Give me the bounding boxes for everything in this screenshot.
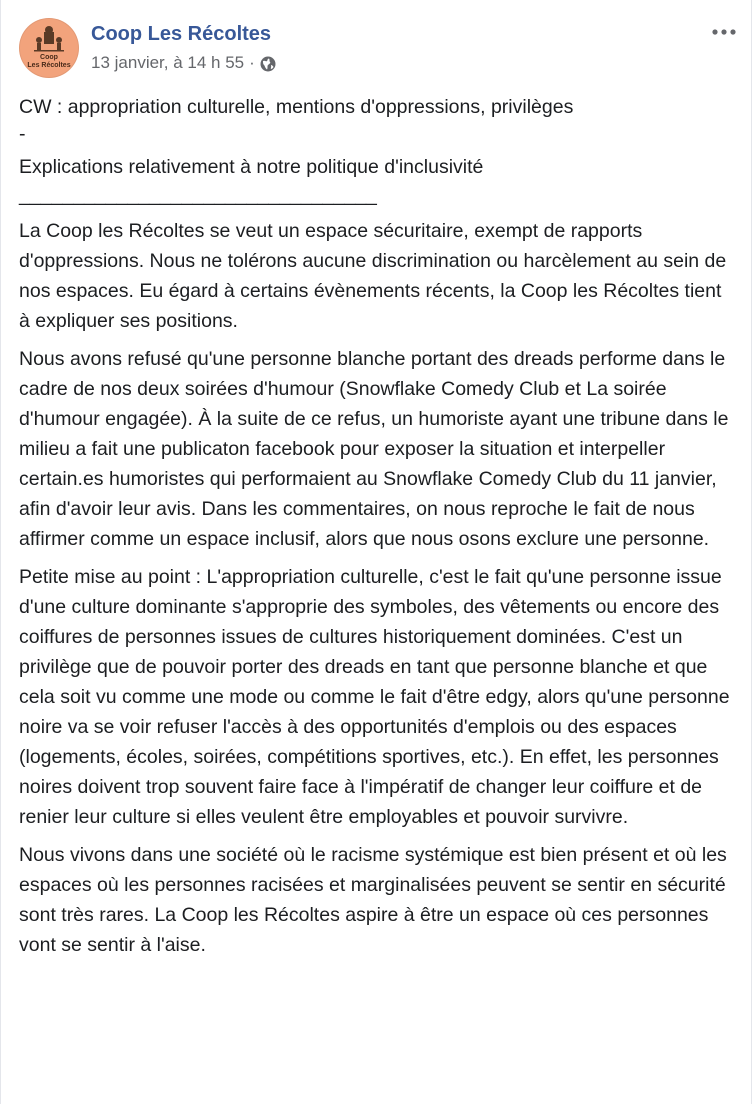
post-header	[1, 0, 752, 90]
avatar-text: Coop Les Récoltes	[27, 54, 71, 69]
subject-line: Explications relativement à notre politique d'inclusivité	[19, 156, 484, 178]
globe-icon[interactable]	[260, 56, 276, 72]
post-timestamp[interactable]: 13 janvier, à 14 h 55	[91, 53, 245, 72]
post-meta	[91, 52, 276, 74]
meta-separator: ·	[249, 53, 255, 72]
paragraph-1: La Coop les Récoltes se veut un espace sécuritaire, exempt de rapports d'oppressions. Nous ne tolérons aucune discrimination ou harcèlement au sein de nos espaces. Eu égard à certains évènements récents, la Coop les Récoltes tient à expliquer ses positions.	[19, 220, 732, 332]
page-name-link[interactable]: Coop Les Récoltes	[91, 23, 272, 45]
page-avatar[interactable]	[19, 18, 79, 78]
paragraph-2: Nous avons refusé qu'une personne blanche portant des dreads performe dans le cadre de nos deux soirées d'humour (Snowflake Comedy Club et La soirée d'humour engagée). À la suite de ce refus, un humoriste ayant une tribune dans le milieu a fait une publicaton facebook pour exposer la situation et interpeller certain.es humoristes qui performaient au Snowflake Comedy Club du 11 janvier, afin d'avoir leur avis. Dans les commentaires, on nous reproche le fait de nous affirmer comme un espace inclusif, alors que nous osons exclure une personne.	[19, 348, 734, 550]
paragraph-3: Petite mise au point : L'appropriation culturelle, c'est le fait qu'une personne issue d'une culture dominante s'approprie des symboles, des vêtements ou encore des coiffures de personnes issues de cultures historiquement dominées. C'est un privilège que de pouvoir porter des dreads en tant que personne blanche et que cela soit vu comme une mode ou comme le fait d'être edgy, alors qu'une personne noire va se voir refuser l'accès à des opportunités d'emplois ou des espaces (logements, écoles, soirées, compétitions sportives, etc.). En effet, les personnes noires doivent trop souvent faire face à l'impératif de changer leur coiffure et de renier leur culture si elles veulent être employables et pouvoir survivre.	[19, 566, 735, 828]
dash-line: -	[19, 123, 26, 145]
content-warning-line: CW : appropriation culturelle, mentions d'oppressions, privilèges	[19, 96, 574, 118]
paragraph-4: Nous vivons dans une société où le racisme systémique est bien présent et où les espaces où les personnes racisées et marginalisées peuvent se sentir en sécurité sont très rares. La Coop les Récoltes aspire à être un espace où ces personnes vont se sentir à l'aise.	[19, 844, 733, 956]
more-options-icon[interactable]	[711, 24, 737, 40]
post-body	[19, 92, 735, 960]
underline-divider: _________________________________	[19, 184, 377, 206]
